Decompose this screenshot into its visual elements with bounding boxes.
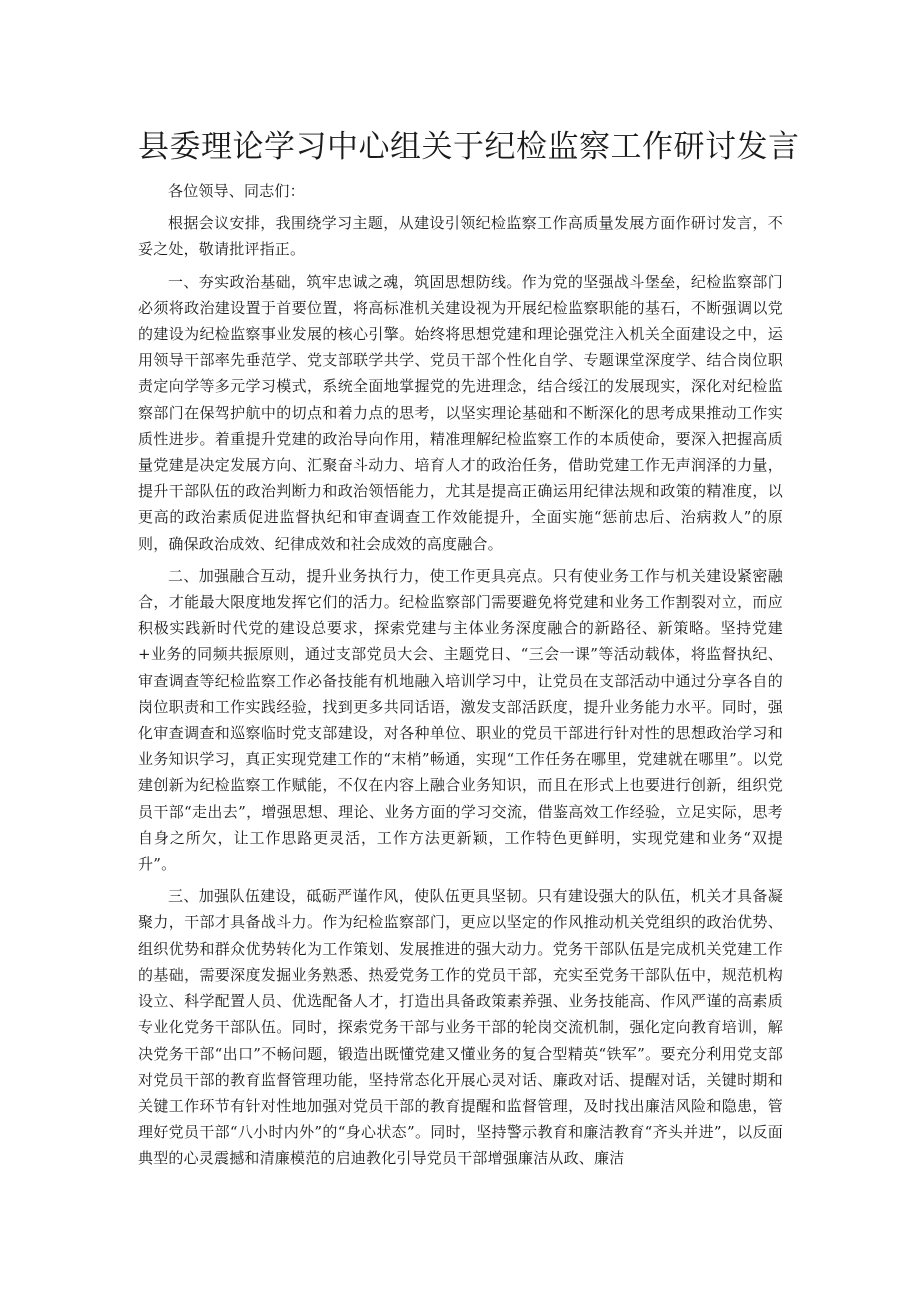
intro-paragraph: 根据会议安排，我围绕学习主题，从建设引领纪检监察工作高质量发展方面作研讨发言，不妥之处，敬请批评指正。 [138, 214, 783, 259]
document-body [138, 178, 783, 1178]
greeting-line: 各位领导、同志们： [168, 182, 305, 200]
section-three-paragraph: 三、加强队伍建设，砥砺严谨作风，使队伍更具坚韧。只有建设强大的队伍，机关才具备凝聚力，干部才具备战斗力。作为纪检监察部门，更应以坚定的作风推动机关党组织的政治优势、组织优势和群众优势转化为工作策划、发展推进的强大动力。党务干部队伍是完成机关党建工作的基础，需要深度发掘业务熟悉、热爱党务工作的党员干部，充实至党务干部队伍中，规范机构设立、科学配置人员、优选配备人才，打造出具备政策素养强、业务技能高、作风严谨的高素质专业化党务干部队伍。同时，探索党务干部与业务干部的轮岗交流机制，强化定向教育培训，解决党务干部“出口”不畅问题，锻造出既懂党建又懂业务的复合型精英“铁军”。要充分利用党支部对党员干部的教育监督管理功能，坚持常态化开展心灵对话、廉政对话、提醒对话，关键时期和关键工作环节有针对性地加强对党员干部的教育提醒和监督管理，及时找出廉洁风险和隐患，管理好党员干部“八小时内外”的“身心状态”。同时，坚持警示教育和廉洁教育“齐头并进”，以反面典型的心灵震撼和清廉模范的启迪教化引导党员干部增强廉洁从政、廉洁 [138, 887, 783, 1168]
document-title: 县委理论学习中心组关于纪检监察工作研讨发言 [138, 129, 800, 165]
section-one-paragraph: 一、夯实政治基础，筑牢忠诚之魂，筑固思想防线。作为党的坚强战斗堡垒，纪检监察部门必须将政治建设置于首要位置，将高标准机关建设视为开展纪检监察职能的基石，不断强调以党的建设为纪检监察事业发展的核心引擎。始终将思想党建和理论强党注入机关全面建设之中，运用领导干部率先垂范学、党支部联学共学、党员干部个性化自学、专题课堂深度学、结合岗位职责定向学等多元学习模式，系统全面地掌握党的先进理念，结合绥江的发展现实，深化对纪检监察部门在保驾护航中的切点和着力点的思考，以坚实理论基础和不断深化的思考成果推动工作实质性进步。着重提升党建的政治导向作用，精准理解纪检监察工作的本质使命，要深入把握高质量党建是决定发展方向、汇聚奋斗动力、培育人才的政治任务，借助党建工作无声润泽的力量，提升干部队伍的政治判断力和政治领悟能力，尤其是提高正确运用纪律法规和政策的精准度，以更高的政治素质促进监督执纪和审查调查工作效能提升，全面实施“惩前忠后、治病救人”的原则，确保政治成效、纪律成效和社会成效的高度融合。 [138, 272, 783, 553]
section-two-paragraph: 二、加强融合互动，提升业务执行力，使工作更具亮点。只有使业务工作与机关建设紧密融合，才能最大限度地发挥它们的活力。纪检监察部门需要避免将党建和业务工作割裂对立，而应积极实践新时代党的建设总要求，探索党建与主体业务深度融合的新路径、新策略。坚持党建+业务的同频共振原则，通过支部党员大会、主题党日、“三会一课”等活动载体，将监督执纪、审查调查等纪检监察工作必备技能有机地融入培训学习中，让党员在支部活动中通过分享各自的岗位职责和工作实践经验，找到更多共同话语，激发支部活跃度，提升业务能力水平。同时，强化审查调查和巡察临时党支部建设，对各种单位、职业的党员干部进行针对性的思想政治学习和业务知识学习，真正实现党建工作的“末梢”畅通，实现“工作任务在哪里，党建就在哪里”。以党建创新为纪检监察工作赋能，不仅在内容上融合业务知识，而且在形式上也要进行创新，组织党员干部“走出去”，增强思想、理论、业务方面的学习交流，借鉴高效工作经验，立足实际，思考自身之所欠，让工作思路更灵活，工作方法更新颖，工作特色更鲜明，实现党建和业务“双提升”。 [138, 566, 783, 874]
